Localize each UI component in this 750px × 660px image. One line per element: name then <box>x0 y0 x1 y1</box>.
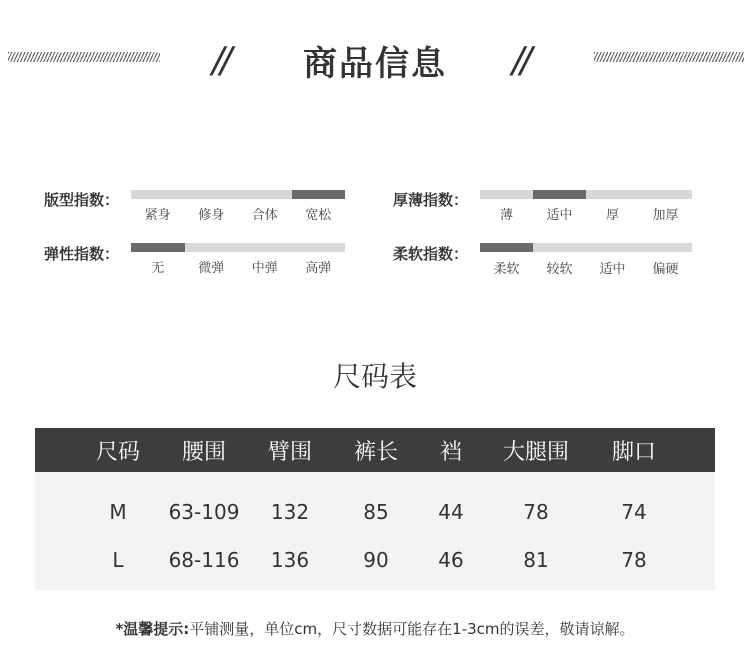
softness-option: 较软 <box>546 262 573 277</box>
elasticity-option: 无 <box>151 261 165 276</box>
note-prefix: *温馨提示: <box>115 620 190 638</box>
fit-option: 宽松 <box>305 208 332 223</box>
table-cell: 63-109 <box>168 500 240 524</box>
fit-option: 紧身 <box>144 208 171 223</box>
decorative-slash-right: // <box>512 40 529 81</box>
elasticity-index-options <box>131 257 345 276</box>
table-cell: 136 <box>270 548 310 572</box>
fit-index-seg-3 <box>292 190 346 199</box>
softness-index-seg-3 <box>639 243 692 252</box>
thickness-option: 厚 <box>605 208 619 223</box>
thickness-index-options <box>480 204 692 223</box>
elasticity-index-seg-1 <box>185 243 239 252</box>
table-cell: L <box>112 548 124 572</box>
softness-index-seg-1 <box>533 243 586 252</box>
thickness-index-bar <box>480 190 692 199</box>
table-row <box>35 536 715 584</box>
thickness-option: 加厚 <box>652 208 679 223</box>
measurement-note <box>0 618 750 639</box>
table-cell: 74 <box>621 500 647 524</box>
elasticity-index-bar <box>131 243 345 252</box>
fit-index-seg-0 <box>131 190 185 199</box>
softness-index-label: 柔软指数： <box>393 245 469 263</box>
decorative-slash-left: // <box>212 40 229 81</box>
table-cell: 78 <box>621 548 647 572</box>
table-cell: 90 <box>363 548 389 572</box>
page-title: 商品信息 <box>303 44 447 84</box>
thickness-option: 薄 <box>499 208 513 223</box>
softness-index-options <box>480 258 692 277</box>
softness-index-seg-2 <box>586 243 639 252</box>
thickness-index-seg-1 <box>533 190 586 199</box>
thickness-index-label: 厚薄指数： <box>393 191 469 209</box>
fit-option: 合体 <box>251 208 278 223</box>
elasticity-option: 微弹 <box>198 261 225 276</box>
fit-index-seg-1 <box>185 190 239 199</box>
fit-index-label: 版型指数： <box>44 191 120 209</box>
thickness-index-seg-2 <box>586 190 639 199</box>
fit-index-bar <box>131 190 345 199</box>
elasticity-index-seg-2 <box>238 243 292 252</box>
header-hem: 脚口 <box>611 439 656 465</box>
decorative-hatch-right <box>594 52 744 62</box>
table-row <box>35 488 715 536</box>
header-arm: 臂围 <box>267 439 312 465</box>
softness-option: 偏硬 <box>652 262 679 277</box>
table-cell: 46 <box>438 548 464 572</box>
table-cell: 68-116 <box>168 548 240 572</box>
size-table-header <box>35 428 715 472</box>
elasticity-option: 中弹 <box>251 261 278 276</box>
softness-option: 适中 <box>599 262 626 277</box>
thickness-option: 适中 <box>546 208 573 223</box>
table-cell: 44 <box>438 500 464 524</box>
header-thigh: 大腿围 <box>502 439 569 465</box>
thickness-index-seg-3 <box>639 190 692 199</box>
header-size: 尺码 <box>95 439 140 465</box>
table-cell: 132 <box>270 500 310 524</box>
elasticity-index-label: 弹性指数： <box>44 245 120 263</box>
fit-index-seg-2 <box>238 190 292 199</box>
softness-index-seg-0 <box>480 243 533 252</box>
thickness-index-seg-0 <box>480 190 533 199</box>
softness-option: 柔软 <box>493 262 520 277</box>
table-cell: 78 <box>523 500 549 524</box>
note-text: 平铺测量，单位cm，尺寸数据可能存在1-3cm的误差，敬请谅解。 <box>189 620 635 638</box>
header-crotch: 裆 <box>439 439 462 465</box>
elasticity-index-seg-0 <box>131 243 185 252</box>
header-waist: 腰围 <box>181 439 226 465</box>
table-cell: M <box>109 500 127 524</box>
size-table <box>35 428 715 590</box>
size-chart-title: 尺码表 <box>332 360 417 393</box>
elasticity-option: 高弹 <box>305 261 332 276</box>
fit-option: 修身 <box>198 208 225 223</box>
header-length: 裤长 <box>353 439 398 465</box>
table-cell: 81 <box>523 548 549 572</box>
elasticity-index-seg-3 <box>292 243 346 252</box>
table-cell: 85 <box>363 500 389 524</box>
softness-index-bar <box>480 243 692 252</box>
fit-index-options <box>131 204 345 223</box>
